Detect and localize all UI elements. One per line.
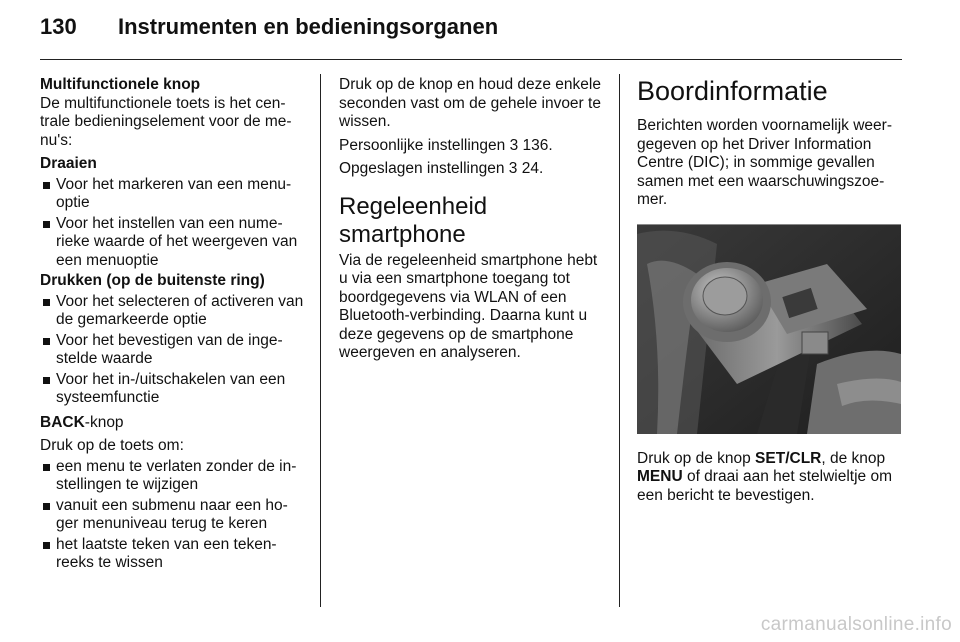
back-button-label (40, 414, 306, 433)
list-item: vanuit een submenu naar een ho-ger menuniveau terug te keren (40, 497, 306, 534)
ref-text: Opgeslagen instellingen (339, 160, 505, 177)
smartphone-paragraph: Via de regeleenheid smartphone hebt u via een smartphone toegang tot boordgegevens via WLAN of een Bluetooth-verbinding. Daarna kunt u deze gegevens op de smartphone weergeven en analyseren. (339, 251, 598, 361)
caption-set-clr: SET/CLR (755, 449, 822, 467)
page-ref-arrow-icon: 3 (508, 160, 518, 177)
list-item: Voor het instellen van een nume-rieke waarde of het weergeven van een menuoptie (40, 215, 306, 271)
clear-paragraph: Druk op de knop en houd deze enkele seconden vast om de gehele invoer te wissen. (339, 76, 601, 130)
reference-saved-settings (339, 160, 607, 179)
ref-page: 24. (521, 160, 544, 177)
subheading-press: Drukken (op de buitenste ring) (40, 272, 265, 289)
page-number: 130 (40, 14, 77, 39)
header-rule (40, 59, 902, 60)
caption-pre: Druk op de knop (637, 449, 756, 467)
list-item: het laatste teken van een teken-reeks te wissen (40, 536, 306, 573)
caption-mid: , de knop (821, 449, 886, 467)
steering-stalk-photo (637, 224, 901, 434)
image-caption (637, 450, 905, 506)
ref-text: Persoonlijke instellingen (339, 136, 506, 154)
column-2 (339, 76, 607, 368)
board-info-paragraph: Berichten worden voornamelijk weer-gegeven op het Driver Information Centre (DIC); in sommige gevallen samen met een waarschuwingszoe-mer. (637, 117, 893, 208)
ref-page: 136. (522, 136, 553, 154)
back-rest: -knop (84, 413, 124, 431)
list-item: een menu te verlaten zonder de in-stellingen te wijzigen (40, 458, 306, 495)
list-item: Voor het selecteren of activeren van de gemarkeerde optie (40, 293, 306, 330)
watermark: carmanualsonline.info (760, 614, 952, 635)
list-item: Voor het bevestigen van de inge-stelde waarde (40, 332, 306, 369)
caption-post: of draai aan het stelwieltje om een bericht te bevestigen. (637, 468, 893, 504)
list-item: Voor het markeren van een menu-optie (40, 176, 306, 213)
caption-menu: MENU (637, 468, 683, 485)
column-divider-1 (320, 74, 321, 607)
column-divider-2 (619, 74, 620, 607)
page-ref-arrow-icon: 3 (509, 136, 519, 154)
column-1 (40, 76, 306, 575)
back-bold: BACK (40, 413, 85, 431)
section-heading-smartphone: Regeleenheid smartphone (339, 192, 488, 248)
page-header (40, 14, 498, 50)
intro-paragraph: De multifunctionele toets is het cen-trale bedieningselement voor de me-nu's: (40, 94, 292, 149)
section-heading-board-info: Boordinformatie (637, 76, 828, 106)
section-heading-multifunction-knob: Multifunctionele knop (40, 76, 201, 93)
column-3 (637, 76, 905, 510)
list-item: Voor het in-/uitschakelen van een systeemfunctie (40, 371, 306, 408)
back-intro: Druk op de toets om: (40, 437, 184, 454)
subheading-rotate: Draaien (40, 155, 97, 172)
page-title: Instrumenten en bedieningsorganen (118, 14, 499, 39)
reference-personal-settings (339, 137, 607, 156)
